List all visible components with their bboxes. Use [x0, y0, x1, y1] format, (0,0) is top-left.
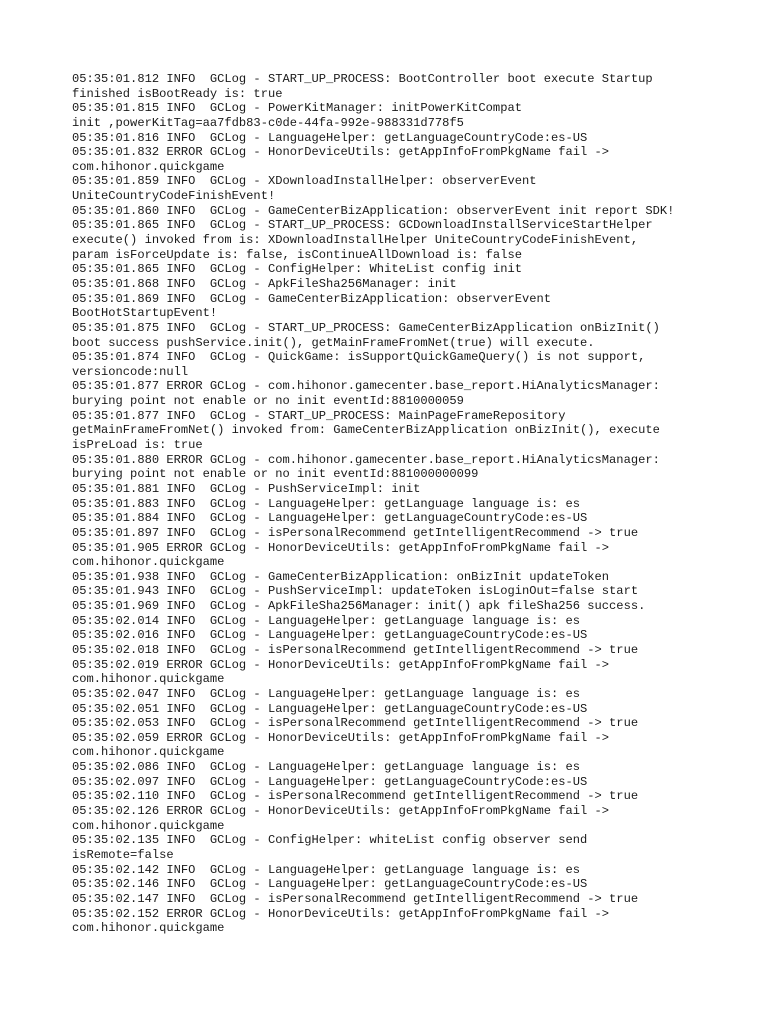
- log-line: param isForceUpdate is: false, isContinueAllDownload is: false: [72, 247, 522, 262]
- log-line: 05:35:01.816 INFO GCLog - LanguageHelper: getLanguageCountryCode:es-US: [72, 130, 588, 145]
- log-line: 05:35:02.152 ERROR GCLog - HonorDeviceUtils: getAppInfoFromPkgName fail ->: [72, 906, 610, 921]
- log-line: boot success pushService.init(), getMainFrameFromNet(true) will execute.: [72, 335, 595, 350]
- log-line: 05:35:02.086 INFO GCLog - LanguageHelper: getLanguage language is: es: [72, 760, 581, 775]
- log-line: 05:35:01.868 INFO GCLog - ApkFileSha256Manager: init: [72, 276, 457, 291]
- log-line: com.hihonor.quickgame: [72, 921, 225, 936]
- log-line: 05:35:01.869 INFO GCLog - GameCenterBizApplication: observerEvent: [72, 291, 551, 306]
- log-line: 05:35:01.905 ERROR GCLog - HonorDeviceUtils: getAppInfoFromPkgName fail ->: [72, 540, 610, 555]
- log-line: init ,powerKitTag=aa7fdb83-c0de-44fa-992e-988331d778f5: [72, 115, 464, 130]
- log-line: 05:35:01.884 INFO GCLog - LanguageHelper: getLanguageCountryCode:es-US: [72, 511, 588, 526]
- log-line: 05:35:02.051 INFO GCLog - LanguageHelper: getLanguageCountryCode:es-US: [72, 701, 588, 716]
- log-line: versioncode:null: [72, 364, 189, 379]
- log-line: BootHotStartupEvent!: [72, 306, 218, 321]
- log-line: 05:35:01.883 INFO GCLog - LanguageHelper: getLanguage language is: es: [72, 496, 581, 511]
- log-line: finished isBootReady is: true: [72, 86, 283, 101]
- log-line: 05:35:01.897 INFO GCLog - isPersonalRecommend getIntelligentRecommend -> true: [72, 525, 639, 540]
- log-line: 05:35:02.018 INFO GCLog - isPersonalRecommend getIntelligentRecommend -> true: [72, 642, 639, 657]
- log-line: getMainFrameFromNet() invoked from: GameCenterBizApplication onBizInit(), execute: [72, 423, 660, 438]
- log-line: 05:35:02.016 INFO GCLog - LanguageHelper: getLanguageCountryCode:es-US: [72, 628, 588, 643]
- log-line: isPreLoad is: true: [72, 438, 203, 453]
- log-line: 05:35:01.860 INFO GCLog - GameCenterBizApplication: observerEvent init report SDK!: [72, 203, 675, 218]
- log-line: com.hihonor.quickgame: [72, 555, 225, 570]
- log-line: 05:35:02.110 INFO GCLog - isPersonalRecommend getIntelligentRecommend -> true: [72, 789, 639, 804]
- log-line: 05:35:01.812 INFO GCLog - START_UP_PROCESS: BootController boot execute Startup: [72, 72, 653, 86]
- log-line: 05:35:01.859 INFO GCLog - XDownloadInstallHelper: observerEvent: [72, 174, 537, 189]
- log-line: com.hihonor.quickgame: [72, 818, 225, 833]
- log-line: 05:35:01.865 INFO GCLog - START_UP_PROCESS: GCDownloadInstallServiceStartHelper: [72, 218, 653, 233]
- log-line: 05:35:01.881 INFO GCLog - PushServiceImpl: init: [72, 481, 421, 496]
- log-line: 05:35:02.126 ERROR GCLog - HonorDeviceUtils: getAppInfoFromPkgName fail ->: [72, 804, 610, 819]
- log-line: 05:35:02.019 ERROR GCLog - HonorDeviceUtils: getAppInfoFromPkgName fail ->: [72, 657, 610, 672]
- log-line: 05:35:02.146 INFO GCLog - LanguageHelper: getLanguageCountryCode:es-US: [72, 877, 588, 892]
- log-line: com.hihonor.quickgame: [72, 745, 225, 760]
- log-line: isRemote=false: [72, 847, 174, 862]
- log-line: burying point not enable or no init eventId:881000000099: [72, 467, 479, 482]
- log-line: 05:35:01.874 INFO GCLog - QuickGame: isSupportQuickGameQuery() is not support,: [72, 350, 646, 365]
- log-line: 05:35:01.877 ERROR GCLog - com.hihonor.gamecenter.base_report.HiAnalyticsManager:: [72, 379, 660, 394]
- log-line: 05:35:02.053 INFO GCLog - isPersonalRecommend getIntelligentRecommend -> true: [72, 716, 639, 731]
- log-line: 05:35:01.815 INFO GCLog - PowerKitManager: initPowerKitCompat: [72, 101, 522, 116]
- log-line: com.hihonor.quickgame: [72, 159, 225, 174]
- log-line: 05:35:02.142 INFO GCLog - LanguageHelper: getLanguage language is: es: [72, 862, 581, 877]
- log-line: 05:35:02.147 INFO GCLog - isPersonalRecommend getIntelligentRecommend -> true: [72, 891, 639, 906]
- log-line: 05:35:01.875 INFO GCLog - START_UP_PROCESS: GameCenterBizApplication onBizInit(): [72, 320, 660, 335]
- log-line: 05:35:01.880 ERROR GCLog - com.hihonor.gamecenter.base_report.HiAnalyticsManager:: [72, 452, 660, 467]
- log-line: 05:35:01.943 INFO GCLog - PushServiceImpl: updateToken isLoginOut=false start: [72, 584, 639, 599]
- log-line: 05:35:01.877 INFO GCLog - START_UP_PROCESS: MainPageFrameRepository: [72, 408, 566, 423]
- log-line: 05:35:01.969 INFO GCLog - ApkFileSha256Manager: init() apk fileSha256 success.: [72, 599, 646, 614]
- log-line: 05:35:02.059 ERROR GCLog - HonorDeviceUtils: getAppInfoFromPkgName fail ->: [72, 730, 610, 745]
- log-line: 05:35:02.097 INFO GCLog - LanguageHelper: getLanguageCountryCode:es-US: [72, 774, 588, 789]
- log-line: execute() invoked from is: XDownloadInstallHelper UniteCountryCodeFinishEvent,: [72, 233, 639, 248]
- log-line: 05:35:02.014 INFO GCLog - LanguageHelper: getLanguage language is: es: [72, 613, 581, 628]
- log-line: 05:35:02.135 INFO GCLog - ConfigHelper: whiteList config observer send: [72, 833, 588, 848]
- log-line: com.hihonor.quickgame: [72, 672, 225, 687]
- log-line: 05:35:01.832 ERROR GCLog - HonorDeviceUtils: getAppInfoFromPkgName fail ->: [72, 145, 610, 160]
- log-line: 05:35:01.938 INFO GCLog - GameCenterBizApplication: onBizInit updateToken: [72, 569, 610, 584]
- log-line: 05:35:02.047 INFO GCLog - LanguageHelper: getLanguage language is: es: [72, 686, 581, 701]
- log-line: burying point not enable or no init eventId:8810000059: [72, 394, 464, 409]
- log-line: 05:35:01.865 INFO GCLog - ConfigHelper: WhiteList config init: [72, 262, 522, 277]
- log-text-block: [72, 72, 712, 936]
- log-line: UniteCountryCodeFinishEvent!: [72, 189, 276, 204]
